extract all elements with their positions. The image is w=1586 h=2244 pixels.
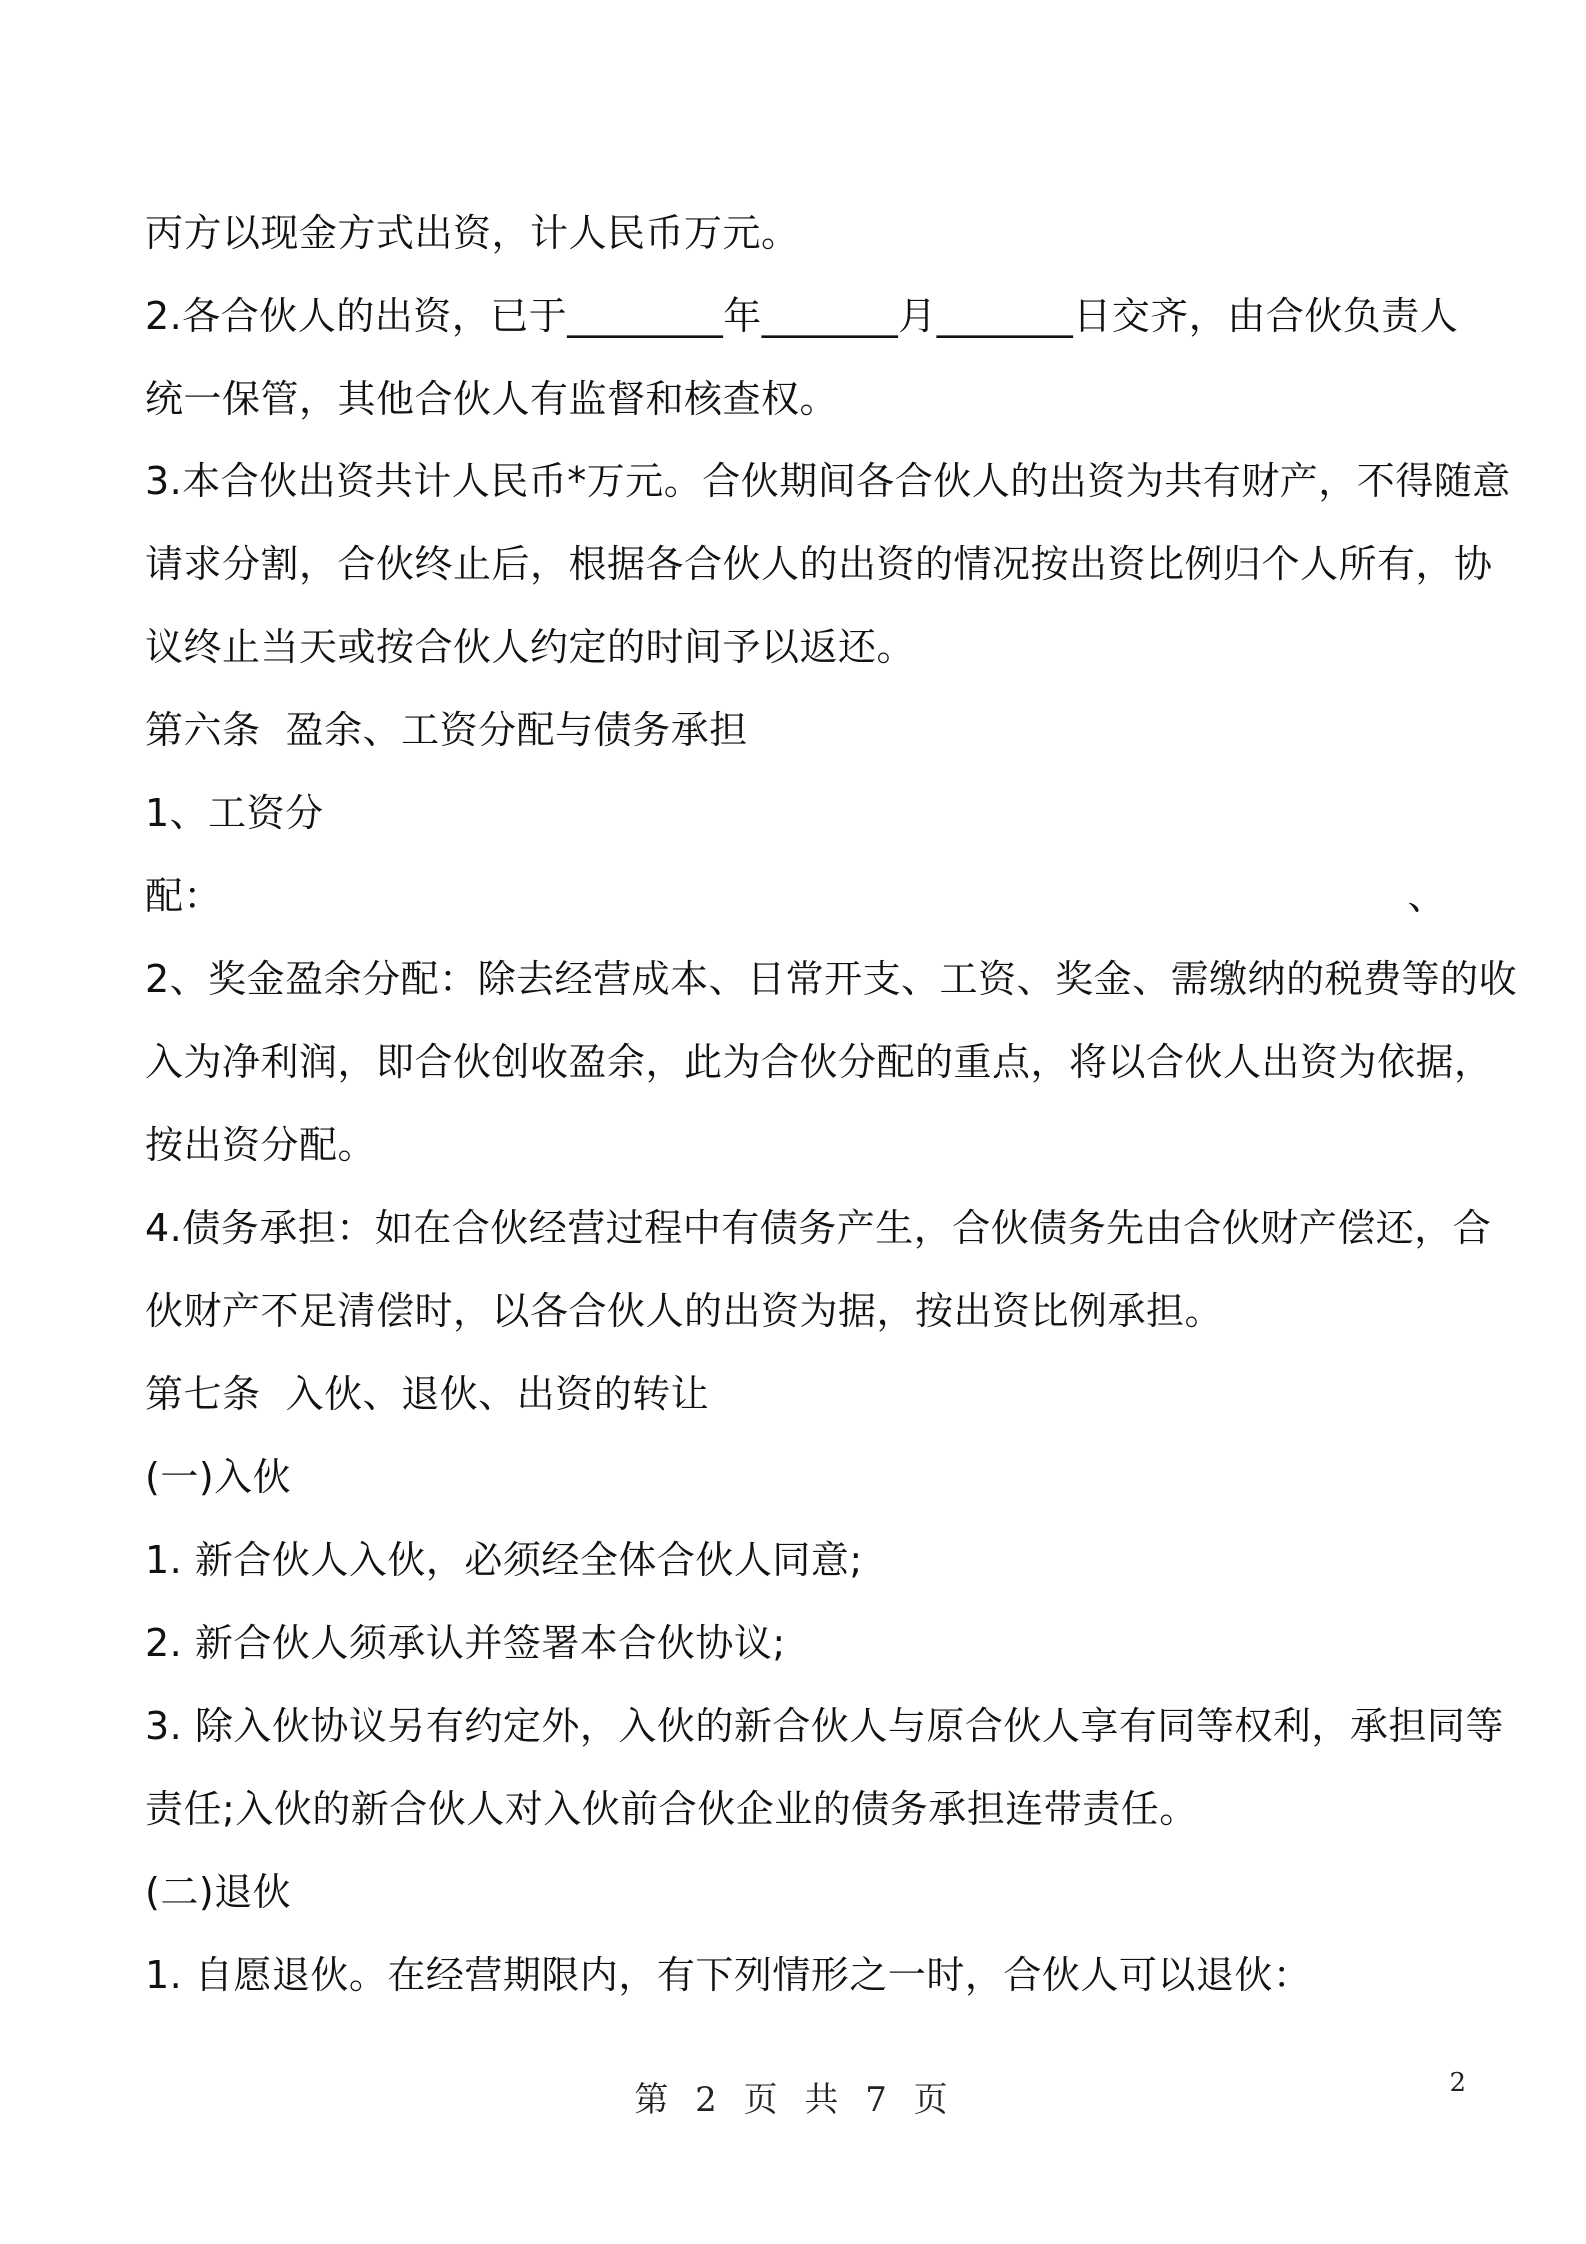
paragraph-line: 3. 除入伙协议另有约定外，入伙的新合伙人与原合伙人享有同等权利，承担同等 (145, 1704, 1504, 1748)
paragraph-line: 丙方以现金方式出资，计人民币万元。 (145, 211, 800, 255)
section-heading: 第六条 盈余、工资分配与债务承担 (145, 708, 748, 752)
page-number: 2 (1449, 2068, 1466, 2098)
paragraph-line: 统一保管，其他合伙人有监督和核查权。 (145, 377, 839, 421)
page-footer-label: 第 2 页 共 7 页 (634, 2080, 952, 2120)
subsection-heading: (二)退伙 (145, 1870, 292, 1914)
paragraph-line: 议终止当天或按合伙人约定的时间予以返还。 (145, 625, 916, 669)
paragraph-line: 3.本合伙出资共计人民币*万元。合伙期间各合伙人的出资为共有财产，不得随意 (145, 459, 1511, 503)
paragraph-line: 1. 自愿退伙。在经营期限内，有下列情形之一时，合伙人可以退伙： (145, 1953, 1312, 1997)
paragraph-line: 责任;入伙的新合伙人对入伙前合伙企业的债务承担连带责任。 (145, 1787, 1198, 1831)
paragraph-line: 1. 新合伙人入伙，必须经全体合伙人同意; (145, 1538, 863, 1582)
paragraph-line: 入为净利润，即合伙创收盈余，此为合伙分配的重点，将以合伙人出资为依据， (145, 1040, 1493, 1084)
section-heading: 第七条 入伙、退伙、出资的转让 (145, 1372, 710, 1416)
paragraph-line: 按出资分配。 (145, 1123, 377, 1167)
fill-line-left: 配： (145, 874, 223, 918)
paragraph-line: 请求分割，合伙终止后，根据各合伙人的出资的情况按出资比例归个人所有，协 (145, 542, 1493, 586)
paragraph-line: 2. 新合伙人须承认并签署本合伙协议; (145, 1621, 786, 1665)
fill-line-right: 、 (1407, 874, 1446, 918)
paragraph-line: 4.债务承担：如在合伙经营过程中有债务产生，合伙债务先由合伙财产偿还，合 (145, 1206, 1492, 1250)
subsection-heading: (一)入伙 (145, 1455, 292, 1499)
paragraph-line: 1、工资分 (145, 791, 324, 835)
fill-line (145, 871, 1476, 921)
paragraph-line: 2、奖金盈余分配：除去经营成本、日常开支、工资、奖金、需缴纳的税费等的收 (145, 957, 1518, 1001)
paragraph-line: 2.各合伙人的出资，已于________年_______月_______日交齐，由合伙负责人 (145, 294, 1459, 338)
paragraph-line: 伙财产不足清偿时，以各合伙人的出资为据，按出资比例承担。 (145, 1289, 1224, 1333)
